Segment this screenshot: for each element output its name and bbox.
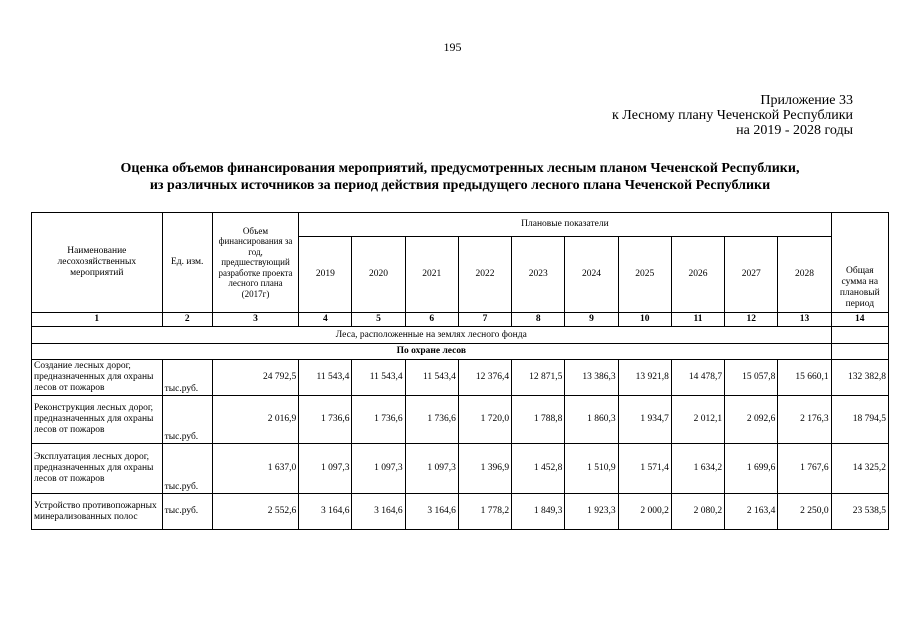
row-value: 1 849,3 bbox=[512, 494, 565, 530]
row-name: Реконструкция лесных дорог, предназначенных для охраны лесов от пожаров bbox=[32, 396, 163, 444]
row-value: 1 510,9 bbox=[565, 444, 618, 494]
header-name: Наименование лесохозяйственных мероприятий bbox=[32, 213, 163, 313]
row-value: 1 720,0 bbox=[458, 396, 511, 444]
header-year: 2020 bbox=[352, 237, 405, 313]
table-row bbox=[32, 444, 889, 494]
column-number: 10 bbox=[618, 313, 671, 327]
row-volume: 2 552,6 bbox=[212, 494, 298, 530]
table-body bbox=[32, 360, 889, 530]
row-value: 1 788,8 bbox=[512, 396, 565, 444]
row-value: 2 163,4 bbox=[725, 494, 778, 530]
row-total: 14 325,2 bbox=[831, 444, 888, 494]
row-value: 15 660,1 bbox=[778, 360, 831, 396]
row-value: 14 478,7 bbox=[671, 360, 724, 396]
table-header bbox=[32, 213, 889, 360]
column-number: 3 bbox=[212, 313, 298, 327]
row-value: 3 164,6 bbox=[299, 494, 352, 530]
row-value: 2 080,2 bbox=[671, 494, 724, 530]
row-value: 1 767,6 bbox=[778, 444, 831, 494]
column-number: 7 bbox=[458, 313, 511, 327]
column-number: 12 bbox=[725, 313, 778, 327]
column-number: 2 bbox=[162, 313, 212, 327]
header-year: 2026 bbox=[671, 237, 724, 313]
row-unit: тыс.руб. bbox=[162, 360, 212, 396]
table-row bbox=[32, 396, 889, 444]
section-title: Леса, расположенные на землях лесного фонда bbox=[32, 327, 832, 344]
row-value: 1 097,3 bbox=[352, 444, 405, 494]
header-year: 2024 bbox=[565, 237, 618, 313]
row-value: 2 092,6 bbox=[725, 396, 778, 444]
row-name: Устройство противопожарных минерализованных полос bbox=[32, 494, 163, 530]
row-value: 3 164,6 bbox=[352, 494, 405, 530]
header-year: 2023 bbox=[512, 237, 565, 313]
row-value: 1 923,3 bbox=[565, 494, 618, 530]
row-volume: 1 637,0 bbox=[212, 444, 298, 494]
row-value: 2 176,3 bbox=[778, 396, 831, 444]
table-row bbox=[32, 360, 889, 396]
column-number: 8 bbox=[512, 313, 565, 327]
row-value: 1 934,7 bbox=[618, 396, 671, 444]
header-year: 2019 bbox=[299, 237, 352, 313]
row-name: Создание лесных дорог, предназначенных для охраны лесов от пожаров bbox=[32, 360, 163, 396]
column-number: 4 bbox=[299, 313, 352, 327]
row-unit: тыс.руб. bbox=[162, 444, 212, 494]
row-value: 13 386,3 bbox=[565, 360, 618, 396]
page-number: 195 bbox=[443, 40, 462, 54]
header-volume: Объем финансирования за год, предшествующий разработке проекта лесного плана (2017г) bbox=[212, 213, 298, 313]
row-value: 1 736,6 bbox=[405, 396, 458, 444]
row-value: 3 164,6 bbox=[405, 494, 458, 530]
document-title bbox=[40, 160, 880, 194]
header-planned: Плановые показатели bbox=[299, 213, 831, 237]
financing-table bbox=[31, 212, 889, 530]
row-value: 1 778,2 bbox=[458, 494, 511, 530]
header-year: 2025 bbox=[618, 237, 671, 313]
title-line-2: из различных источников за период действия предыдущего лесного плана Чеченской Республики bbox=[149, 178, 771, 193]
row-value: 15 057,8 bbox=[725, 360, 778, 396]
subsection-title: По охране лесов bbox=[32, 344, 832, 360]
row-unit: тыс.руб. bbox=[162, 396, 212, 444]
row-volume: 2 016,9 bbox=[212, 396, 298, 444]
row-name: Эксплуатация лесных дорог, предназначенных для охраны лесов от пожаров bbox=[32, 444, 163, 494]
row-value: 1 097,3 bbox=[299, 444, 352, 494]
row-value: 11 543,4 bbox=[352, 360, 405, 396]
row-value: 1 571,4 bbox=[618, 444, 671, 494]
row-value: 11 543,4 bbox=[405, 360, 458, 396]
row-value: 2 250,0 bbox=[778, 494, 831, 530]
row-total: 18 794,5 bbox=[831, 396, 888, 444]
row-value: 2 012,1 bbox=[671, 396, 724, 444]
column-number: 14 bbox=[831, 313, 888, 327]
column-number: 9 bbox=[565, 313, 618, 327]
row-value: 1 452,8 bbox=[512, 444, 565, 494]
row-value: 1 736,6 bbox=[299, 396, 352, 444]
column-number: 11 bbox=[671, 313, 724, 327]
row-value: 1 097,3 bbox=[405, 444, 458, 494]
section-empty-cell bbox=[831, 327, 888, 344]
header-year: 2022 bbox=[458, 237, 511, 313]
row-value: 1 860,3 bbox=[565, 396, 618, 444]
row-total: 132 382,8 bbox=[831, 360, 888, 396]
header-year: 2021 bbox=[405, 237, 458, 313]
row-value: 12 871,5 bbox=[512, 360, 565, 396]
column-number: 6 bbox=[405, 313, 458, 327]
row-value: 11 543,4 bbox=[299, 360, 352, 396]
row-value: 1 699,6 bbox=[725, 444, 778, 494]
subsection-empty-cell bbox=[831, 344, 888, 360]
table-row bbox=[32, 494, 889, 530]
column-number-row bbox=[32, 313, 889, 327]
appendix-line-2: к Лесному плану Чеченской Республики bbox=[612, 108, 853, 123]
row-value: 12 376,4 bbox=[458, 360, 511, 396]
column-number: 5 bbox=[352, 313, 405, 327]
header-year: 2027 bbox=[725, 237, 778, 313]
row-volume: 24 792,5 bbox=[212, 360, 298, 396]
title-line-1: Оценка объемов финансирования мероприятий, предусмотренных лесным планом Чеченской Республики, bbox=[120, 161, 800, 176]
row-value: 2 000,2 bbox=[618, 494, 671, 530]
row-total: 23 538,5 bbox=[831, 494, 888, 530]
header-unit: Ед. изм. bbox=[162, 213, 212, 313]
column-number: 13 bbox=[778, 313, 831, 327]
row-value: 1 396,9 bbox=[458, 444, 511, 494]
row-value: 1 736,6 bbox=[352, 396, 405, 444]
row-value: 1 634,2 bbox=[671, 444, 724, 494]
row-unit: тыс.руб. bbox=[162, 494, 212, 530]
appendix-line-1: Приложение 33 bbox=[760, 93, 853, 108]
appendix-note bbox=[612, 93, 853, 138]
appendix-line-3: на 2019 - 2028 годы bbox=[736, 123, 853, 138]
row-value: 13 921,8 bbox=[618, 360, 671, 396]
header-year: 2028 bbox=[778, 237, 831, 313]
column-number: 1 bbox=[32, 313, 163, 327]
header-total: Общая сумма на плановый период bbox=[831, 213, 888, 313]
